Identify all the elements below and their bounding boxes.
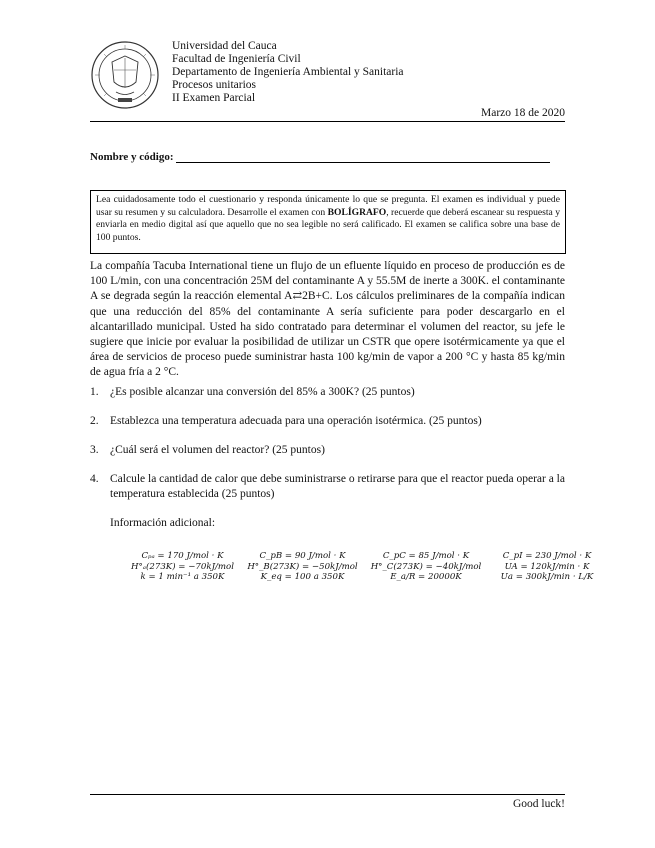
data-line: C_pB = 90 J/mol · K <box>259 551 346 561</box>
additional-info-label: Información adicional: <box>110 517 216 529</box>
faculty-name: Facultad de Ingeniería Civil <box>172 53 301 65</box>
data-column-b <box>245 551 360 583</box>
question-text: Establezca una temperatura adecuada para una operación isotérmica. (25 puntos) <box>110 415 482 427</box>
question-number: 3. <box>90 444 99 456</box>
question-4 <box>90 472 565 502</box>
exam-title: II Examen Parcial <box>172 92 256 104</box>
data-column-c <box>370 551 482 583</box>
header-block <box>172 40 404 105</box>
course-name: Procesos unitarios <box>172 79 257 91</box>
instructions-text-2: , recuerde que deberá escanear su respuesta y enviarla en medio digital así que aquello que no sea legible no será calificado. El examen se califica sobre una base de 100 puntos. <box>96 206 560 243</box>
data-column-i <box>492 551 602 583</box>
department-name: Departamento de Ingeniería Ambiental y Sanitaria <box>172 66 404 78</box>
data-line: H°_C(273K) = −40kJ/mol <box>370 561 482 572</box>
name-field-row <box>90 151 550 163</box>
name-input-line[interactable] <box>176 152 550 163</box>
question-number: 4. <box>90 473 99 485</box>
university-name: Universidad del Cauca <box>172 40 277 52</box>
data-line: C_pI = 230 J/mol · K <box>502 551 592 561</box>
data-line: k = 1 min⁻¹ a 350K <box>140 572 225 582</box>
data-line: K_eq = 100 a 350K <box>260 572 345 582</box>
data-line: E_a/R = 20000K <box>390 572 462 582</box>
exam-date: Marzo 18 de 2020 <box>481 107 565 119</box>
question-2 <box>90 414 565 429</box>
data-line: Cₚₐ = 170 J/mol · K <box>141 551 224 561</box>
instructions-box <box>90 190 566 254</box>
problem-statement: La compañía Tacuba International tiene un flujo de un efluente líquido en proceso de producción es de 100 L/min, con una concentración 25M del contaminante A y 55.5M de inerte a 300K. el contaminante A se degrada según la reacción elemental A⇄2B+C. Los cálculos preliminares de la compañía indican que una reducción del 85% del contaminante A sería suficiente para poder descargarlo en el alcantarillado municipal. Usted ha sido contratado para determinar el volumen del reactor, su jefe le sugiere que inicie por evaluar la posibilidad de utilizar un CSTR que opere isotérmicamente ya que el área de servicios de proceso puede suministrar hasta 100 kg/min de vapor a 200 °C y hasta 85 kg/min de agua fría a 2 °C. <box>90 260 565 379</box>
university-seal-logo <box>90 40 160 110</box>
question-1 <box>90 385 565 400</box>
instructions-text-1: Lea cuidadosamente todo el cuestionario y responda únicamente lo que se pregunta. El examen es individual y puede usar su resumen y su calculadora. Desarrolle el examen con <box>96 194 560 218</box>
data-line: C_pC = 85 J/mol · K <box>382 551 470 561</box>
name-field-label: Nombre y código: <box>90 151 174 163</box>
data-line: Ua = 300kJ/min · L/K <box>500 572 594 582</box>
footer-divider <box>90 794 565 795</box>
data-line: H°_B(273K) = −50kJ/mol <box>247 561 358 572</box>
data-column-a <box>130 551 235 583</box>
instructions-bold: BOLÍGRAFO <box>327 206 387 218</box>
data-line: UA = 120kJ/min · K <box>504 561 590 572</box>
header-divider <box>90 121 565 122</box>
data-line: H°ₐ(273K) = −70kJ/mol <box>131 561 234 572</box>
question-text: ¿Es posible alcanzar una conversión del 85% a 300K? (25 puntos) <box>110 386 415 398</box>
question-number: 2. <box>90 415 99 427</box>
question-text: ¿Cuál será el volumen del reactor? (25 puntos) <box>110 444 325 456</box>
question-3 <box>90 443 565 458</box>
question-text: Calcule la cantidad de calor que debe suministrarse o retirarse para que el reactor pueda operar a la temperatura establecida (25 puntos) <box>110 473 565 500</box>
footer-text: Good luck! <box>512 798 565 810</box>
question-number: 1. <box>90 386 99 398</box>
